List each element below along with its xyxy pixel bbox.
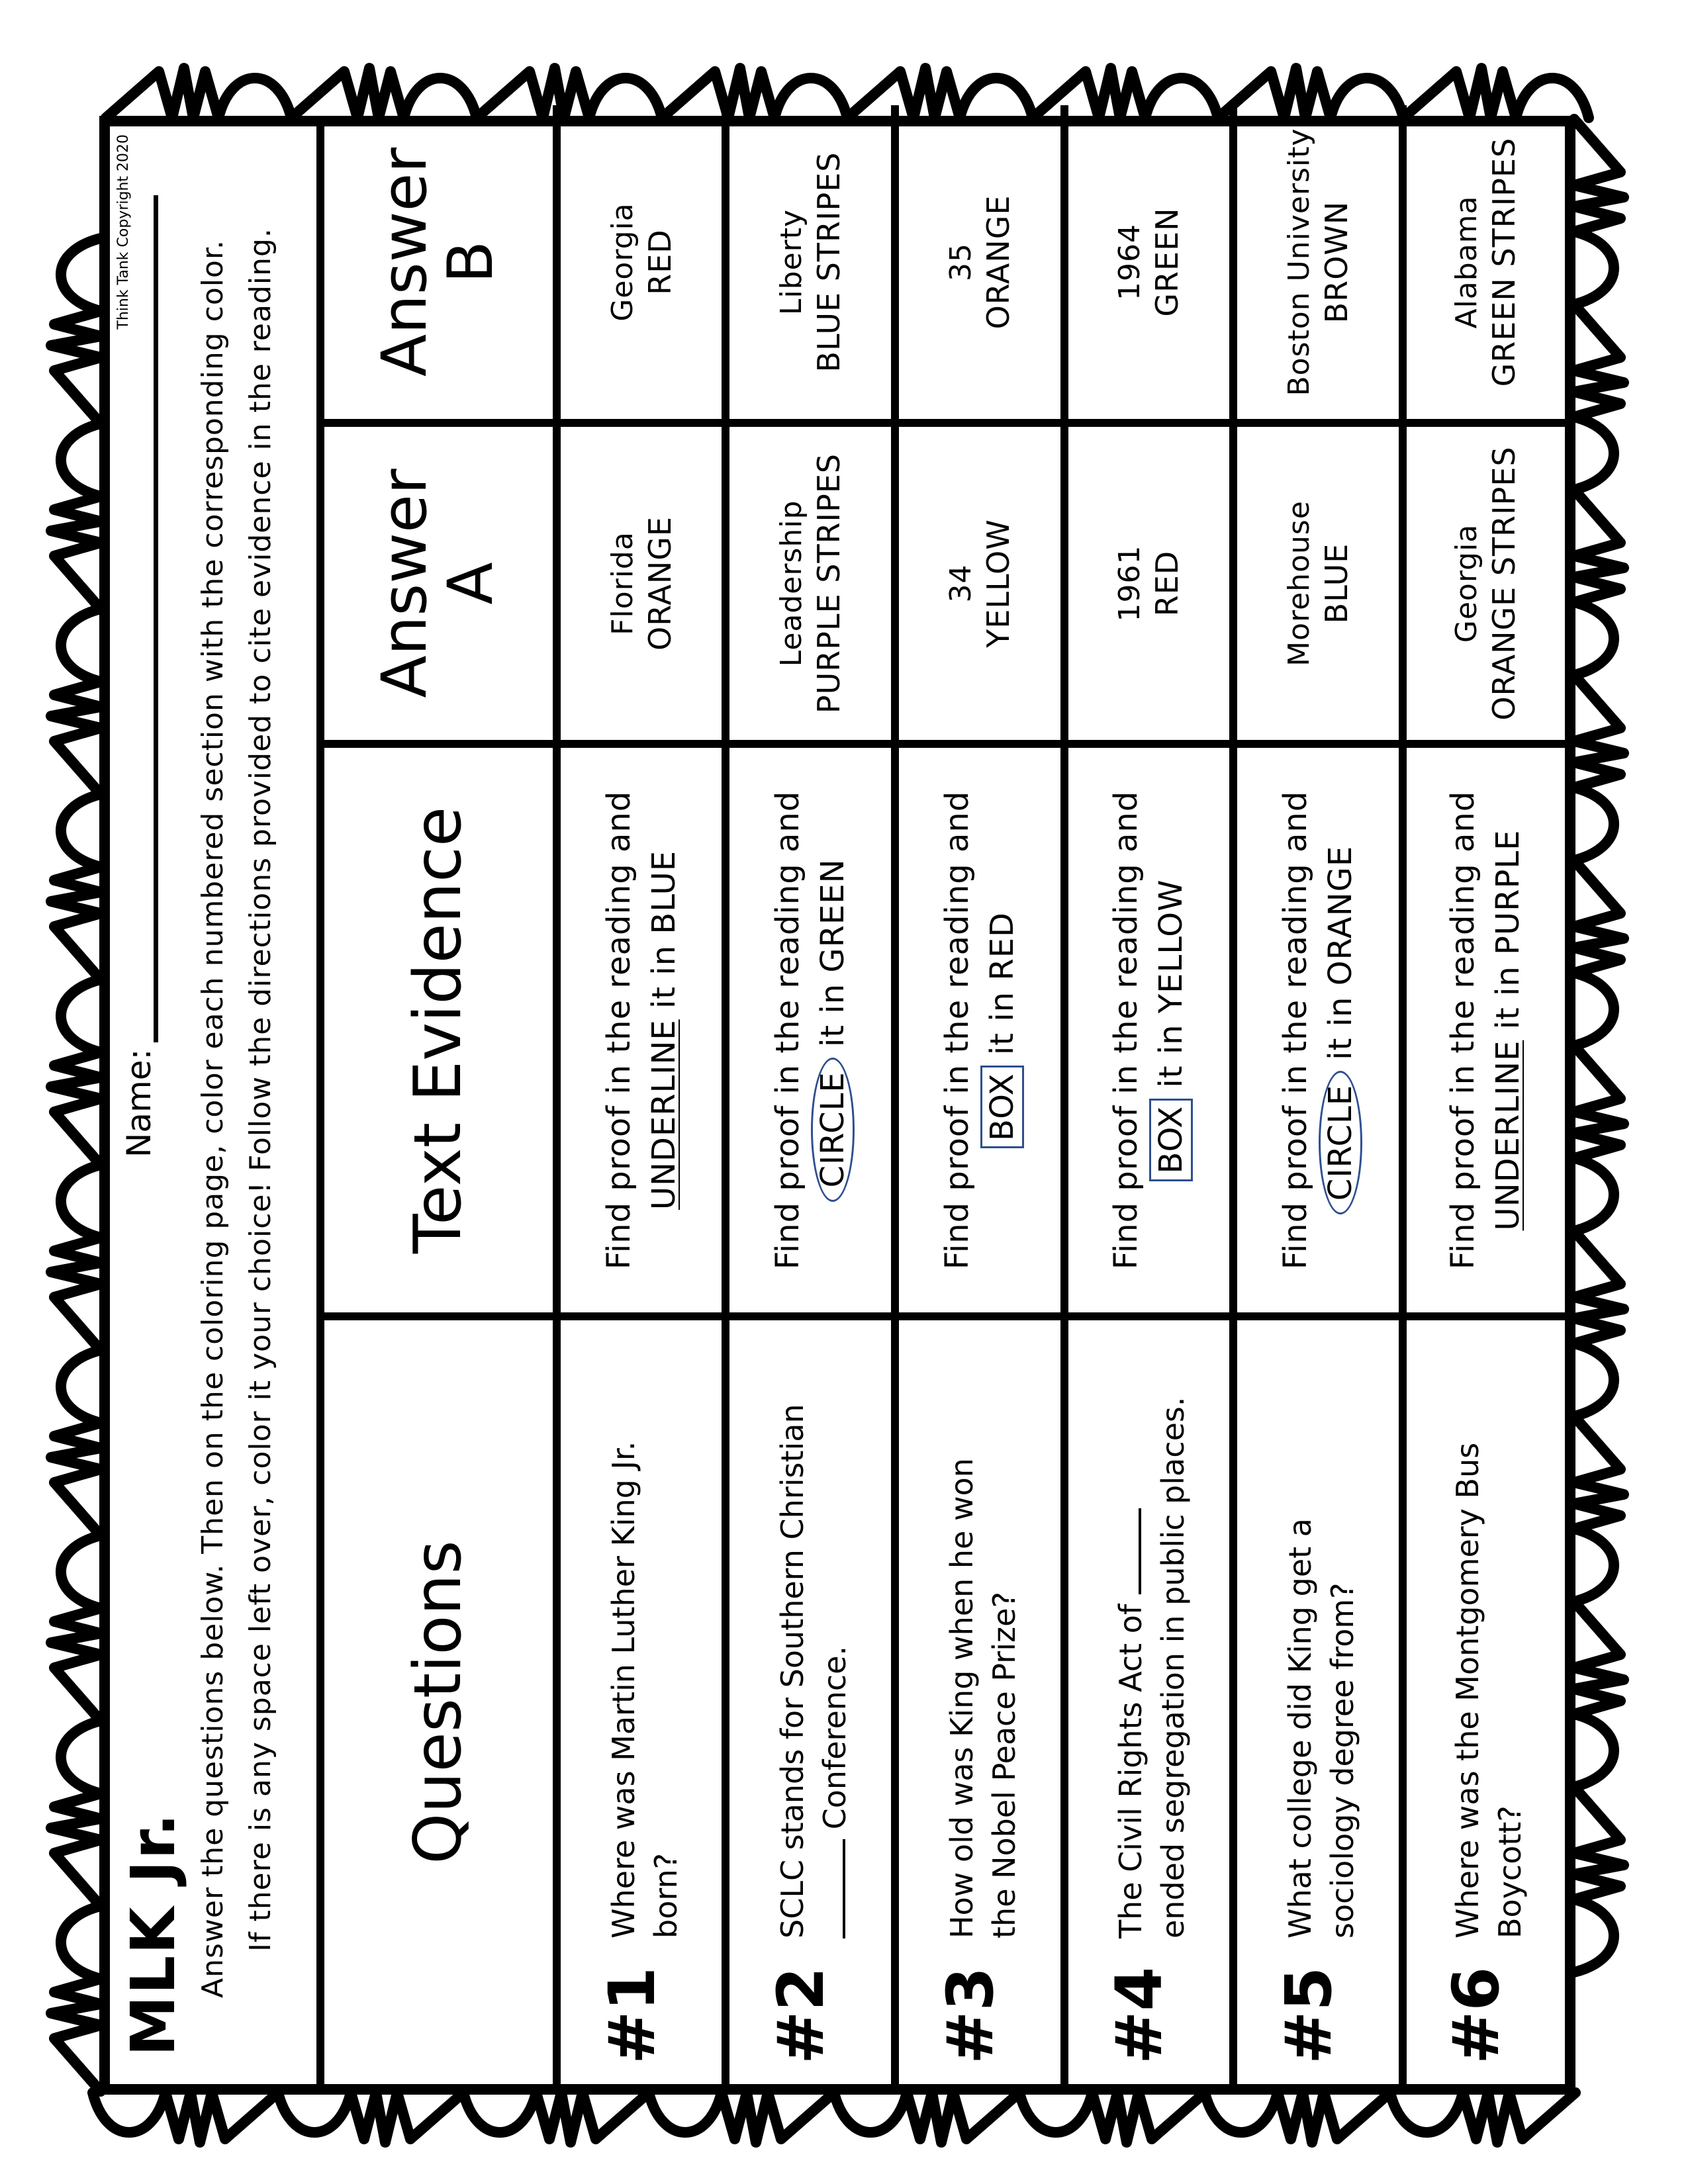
answer-b-cell[interactable]: Georgia RED xyxy=(557,105,726,423)
border-right xyxy=(1574,119,1624,1972)
question-number: #6 xyxy=(1439,1966,1514,2064)
answer-b-cell[interactable]: Alabama GREEN STRIPES xyxy=(1403,105,1565,423)
answer-b-cell[interactable]: Boston University BROWN xyxy=(1233,105,1403,423)
question-text: The Civil Rights Act of ended segregation in public places. xyxy=(1113,1396,1192,1938)
question-cell xyxy=(895,1316,1064,2084)
evidence-cell: Find proof in the reading and UNDERLINE it in PURPLE xyxy=(1403,744,1565,1316)
answer-b-cell[interactable]: Liberty BLUE STRIPES xyxy=(726,105,895,423)
table-row xyxy=(1233,105,1403,2084)
question-text: Where was the Montgomery Bus Boycott? xyxy=(1450,1442,1528,1938)
table-header-row xyxy=(324,105,557,2084)
question-text: How old was King when he won the Nobel Peace Prize? xyxy=(943,1458,1022,1938)
question-cell xyxy=(1233,1316,1403,2084)
answer-a-cell[interactable]: Leadership PURPLE STRIPES xyxy=(726,423,895,744)
circle-mark: CIRCLE xyxy=(811,1058,855,1201)
header-answer-b: Answer B xyxy=(324,105,557,423)
question-number: #1 xyxy=(594,1966,669,2064)
evidence-cell: Find proof in the reading and CIRCLE it in GREEN xyxy=(726,744,895,1316)
name-field xyxy=(117,195,158,1158)
answer-a-cell[interactable]: Morehouse BLUE xyxy=(1233,423,1403,744)
question-text: What college did King get a sociology degree from? xyxy=(1282,1518,1360,1938)
question-number: #5 xyxy=(1271,1966,1346,2064)
question-cell xyxy=(726,1316,895,2084)
table-row xyxy=(1403,105,1565,2084)
header-text-evidence: Text Evidence xyxy=(324,744,557,1316)
instructions-line-1: Answer the questions below. Then on the coloring page, color each numbered section with the corresponding color. xyxy=(196,240,230,1998)
evidence-cell: Find proof in the reading and BOX it in RED xyxy=(895,744,1064,1316)
evidence-cell: Find proof in the reading and UNDERLINE it in BLUE xyxy=(557,744,726,1316)
question-number: #3 xyxy=(933,1966,1008,2064)
border-left xyxy=(51,238,101,2091)
instructions-line-2: If there is any space left over, color it your choice! Follow the directions provided to cite evidence in the reading. xyxy=(244,228,277,1952)
instructions xyxy=(189,211,285,1998)
evidence-cell: Find proof in the reading and CIRCLE it in ORANGE xyxy=(1233,744,1403,1316)
answer-a-cell[interactable]: Florida ORANGE xyxy=(557,423,726,744)
answer-a-cell[interactable]: 34 YELLOW xyxy=(895,423,1064,744)
name-label: Name: xyxy=(120,1048,158,1158)
underline-mark: UNDERLINE xyxy=(645,1019,682,1210)
question-table xyxy=(316,126,1565,2084)
underline-mark: UNDERLINE xyxy=(1489,1040,1527,1231)
answer-a-cell[interactable]: 1961 RED xyxy=(1064,423,1234,744)
header-answer-a: Answer A xyxy=(324,423,557,744)
table-row xyxy=(726,105,895,2084)
fill-in-blank[interactable] xyxy=(1139,1508,1141,1594)
box-mark: BOX xyxy=(1149,1099,1193,1181)
table-row xyxy=(557,105,726,2084)
answer-b-cell[interactable]: 1964 GREEN xyxy=(1064,105,1234,423)
question-text: Where was Martin Luther King Jr. born? xyxy=(605,1441,684,1938)
copyright-notice: Think Tank Copyright 2020 xyxy=(115,134,132,330)
header-questions: Questions xyxy=(324,1316,557,2084)
table-row xyxy=(1064,105,1234,2084)
question-cell xyxy=(1064,1316,1234,2084)
fill-in-blank[interactable] xyxy=(843,1839,845,1938)
question-number: #4 xyxy=(1102,1966,1177,2064)
evidence-cell: Find proof in the reading and BOX it in YELLOW xyxy=(1064,744,1234,1316)
circle-mark: CIRCLE xyxy=(1319,1071,1362,1214)
worksheet-header xyxy=(110,126,316,2084)
answer-b-cell[interactable]: 35 ORANGE xyxy=(895,105,1064,423)
question-cell xyxy=(557,1316,726,2084)
answer-a-cell[interactable]: Georgia ORANGE STRIPES xyxy=(1403,423,1565,744)
question-number: #2 xyxy=(764,1966,839,2064)
table-row xyxy=(895,105,1064,2084)
box-mark: BOX xyxy=(980,1066,1024,1148)
question-cell xyxy=(1403,1316,1565,2084)
border-bottom xyxy=(93,2093,1575,2142)
worksheet-page xyxy=(99,116,1575,2095)
question-text: SCLC stands for Southern Christian Conference. xyxy=(774,1404,853,1938)
page-title: MLK Jr. xyxy=(118,1812,189,2056)
